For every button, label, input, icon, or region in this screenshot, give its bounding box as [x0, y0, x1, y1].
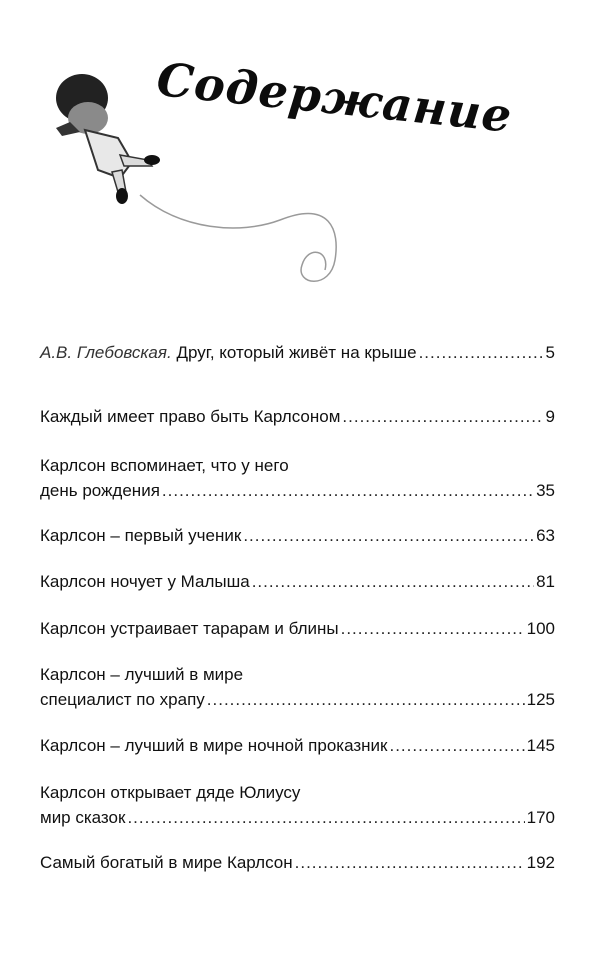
dot-leader — [419, 340, 544, 365]
toc-entry[interactable] — [40, 733, 555, 758]
entry-page-number: 100 — [526, 619, 555, 638]
entry-page-number: 192 — [526, 853, 555, 872]
entry-title: Карлсон ночует у Малыша — [40, 572, 250, 591]
dot-leader — [243, 523, 534, 548]
entry-title-line-1: Карлсон вспоминает, что у него — [40, 456, 289, 475]
entry-title-line-1: Карлсон открывает дяде Юлиусу — [40, 783, 301, 802]
dot-leader — [389, 733, 524, 758]
entry-title-line-1: Карлсон – лучший в мире — [40, 665, 244, 684]
page-title: Содержание — [154, 52, 515, 144]
entry-page-number: 5 — [545, 343, 555, 362]
toc-entry[interactable] — [40, 662, 555, 712]
entry-page-number: 145 — [526, 736, 555, 755]
dot-leader — [341, 616, 525, 641]
dot-leader — [252, 569, 534, 594]
karlson-illustration-icon — [40, 60, 340, 300]
entry-page-number: 9 — [545, 407, 555, 426]
entry-title: Карлсон – первый ученик — [40, 526, 242, 545]
dot-leader — [207, 687, 525, 712]
entry-title-line-2: день рождения — [40, 481, 160, 500]
toc-entry[interactable] — [40, 780, 555, 830]
dot-leader — [295, 850, 525, 875]
entry-page-number: 81 — [536, 572, 555, 591]
entry-title: Самый богатый в мире Карлсон — [40, 853, 293, 872]
toc-entry[interactable] — [40, 340, 555, 365]
toc-entry[interactable] — [40, 616, 555, 641]
dot-leader — [342, 404, 543, 429]
entry-page-number: 125 — [526, 690, 555, 709]
toc-entry[interactable] — [40, 404, 555, 429]
entry-title: Каждый имеет право быть Карлсоном — [40, 407, 341, 426]
entry-page-number: 170 — [526, 808, 555, 827]
entry-page-number: 35 — [536, 481, 555, 500]
entry-title-line-2: специалист по храпу — [40, 690, 205, 709]
entry-page-number: 63 — [536, 526, 555, 545]
entry-title: Карлсон устраивает тарарам и блины — [40, 619, 339, 638]
entry-title: Карлсон – лучший в мире ночной проказник — [40, 736, 388, 755]
entry-title: Друг, который живёт на крыше — [176, 343, 417, 362]
dot-leader — [162, 478, 534, 503]
toc-entry[interactable] — [40, 569, 555, 594]
toc-entry[interactable] — [40, 850, 555, 875]
entry-author: А.В. Глебовская. — [40, 343, 172, 362]
toc-entry[interactable] — [40, 523, 555, 548]
entry-title-line-2: мир сказок — [40, 808, 126, 827]
toc-entry[interactable] — [40, 453, 555, 503]
dot-leader — [127, 805, 524, 830]
